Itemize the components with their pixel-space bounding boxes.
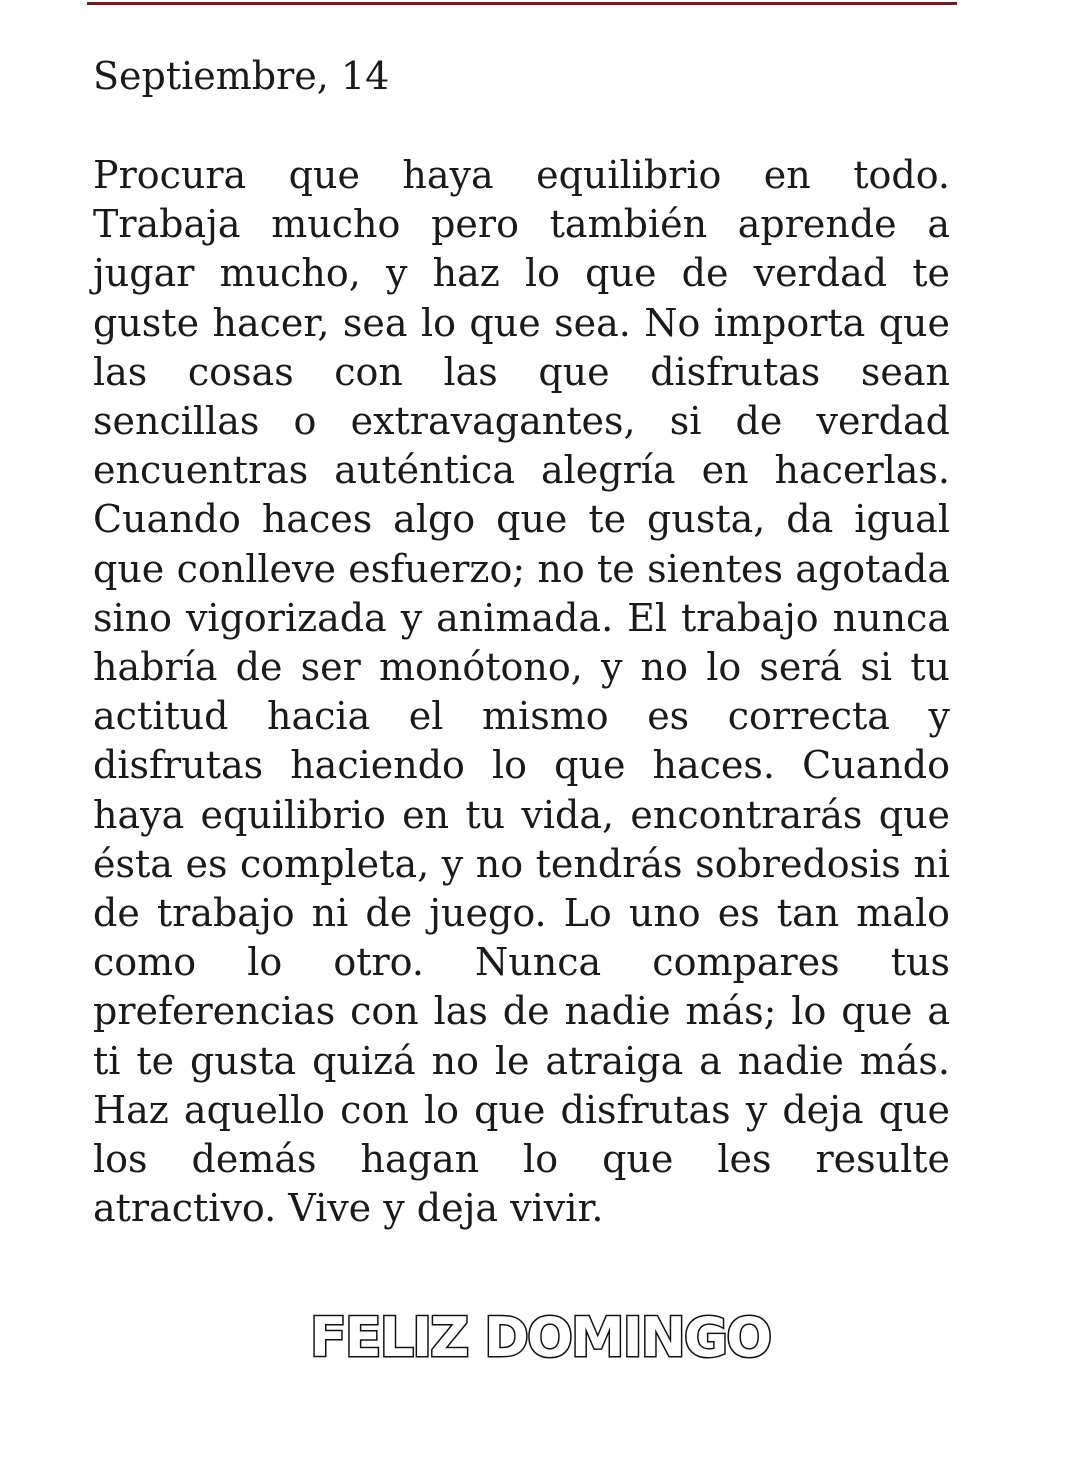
entry-body-text: Procura que haya equilibrio en todo. Trabaja mucho pero también aprende a jugar mucho, y haz lo que de verdad te guste hacer, sea lo que sea. No importa que las cosas con las que disfrutas sean sencillas o extravagantes, si de verdad encuentras auténtica alegría en hacerlas. Cuando haces algo que te gusta, da igual que conlleve esfuerzo; no te sientes agotada sino vigorizada y animada. El trabajo nunca habría de ser monótono, y no lo será si tu actitud hacia el mismo es correcta y disfrutas haciendo lo que haces. Cuando haya equilibrio en tu vida, encontrarás que ésta es completa, y no tendrás sobredosis ni de trabajo ni de juego. Lo uno es tan malo como lo otro. Nunca compares tus preferencias con las de nadie más; lo que a ti te gusta quizá no le atraiga a nadie más. Haz aquello con lo que disfrutas y deja que los demás hagan lo que les resulte atractivo. Vive y deja vivir. — [93, 153, 950, 1231]
entry-date: Septiembre, 14 — [93, 54, 390, 98]
top-divider — [87, 2, 957, 5]
greeting-stamp: FELIZ DOMINGO — [309, 1306, 771, 1369]
